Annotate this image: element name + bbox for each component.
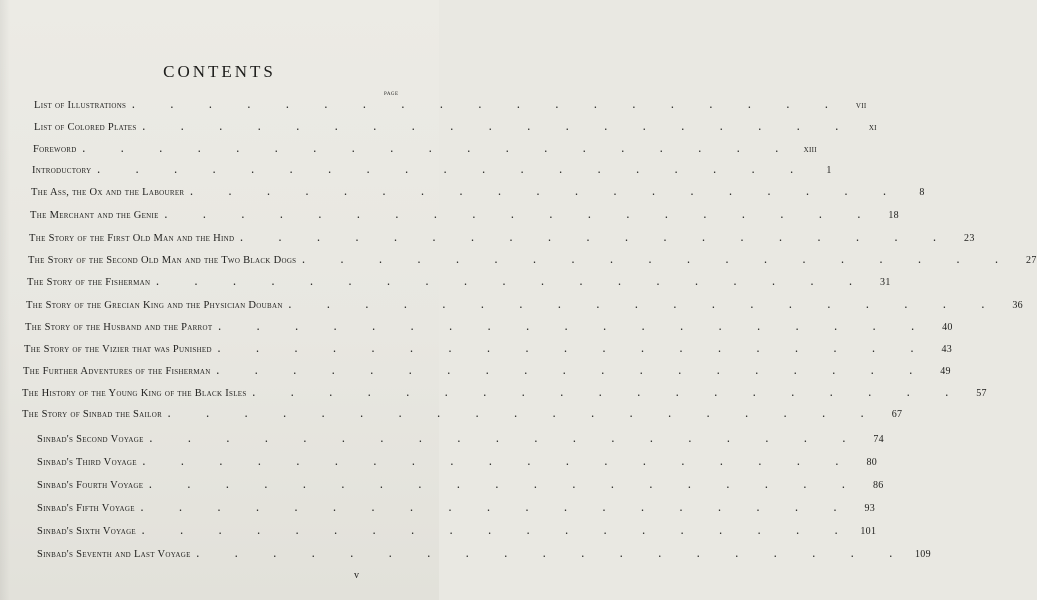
toc-entry (23, 364, 951, 378)
toc-entry-page: 67 (891, 409, 903, 420)
leader-dots: . . . . . . . . . . . . . . . . . . . (218, 322, 931, 332)
toc-entry-title: The Story of the Vizier that was Punished (24, 344, 212, 355)
toc-entry-page: 74 (873, 434, 884, 445)
toc-entry-page: 8 (919, 187, 925, 198)
contents-heading: CONTENTS (163, 62, 276, 81)
toc-entry-title: The Story of the Second Old Man and the Two Black Dogs (28, 255, 297, 266)
toc-entry (24, 342, 953, 356)
toc-entry-title: The Ass, the Ox and the Labourer (31, 187, 185, 198)
toc-entry-page: vii (855, 100, 867, 111)
toc-entry-page: 57 (976, 388, 987, 399)
toc-entry-page: 93 (864, 503, 876, 514)
leader-dots: . . . . . . . . . . . . . . . . . . . (149, 434, 862, 444)
toc-entry (34, 120, 877, 134)
leader-dots: . . . . . . . . . . . . . . . . . . . (196, 549, 909, 559)
toc-entry-page: 1 (826, 165, 832, 176)
page-column-label: PAGE (384, 92, 399, 97)
toc-entry-page: xiii (803, 144, 817, 155)
toc-entry (34, 98, 867, 112)
toc-entry-page: xi (868, 122, 877, 133)
toc-entry (32, 163, 832, 177)
toc-entry-title: The Story of the Husband and the Parrot (25, 322, 213, 333)
leader-dots: . . . . . . . . . . . . . . . . . . . (190, 187, 903, 197)
toc-entry-title: Introductory (32, 165, 92, 176)
leader-dots: . . . . . . . . . . . . . . . . . . . (288, 300, 1001, 310)
toc-entry-page: 86 (872, 480, 884, 491)
toc-entry-title: The Story of the Fisherman (27, 277, 151, 288)
toc-entry-title: List of Illustrations (34, 100, 127, 111)
toc-entry (37, 524, 877, 538)
toc-entry (30, 208, 899, 222)
toc-entry-title: The History of the Young King of the Black Isles (22, 388, 247, 399)
toc-entry-page: 23 (964, 233, 975, 244)
toc-entry-title: The Story of the First Old Man and the Hind (29, 233, 235, 244)
toc-entry-page: 31 (880, 277, 891, 288)
toc-entry-page: 36 (1012, 300, 1023, 311)
toc-entry-title: Sinbad's Sixth Voyage (37, 526, 137, 537)
toc-entry (37, 432, 884, 446)
toc-entry-title: Sinbad's Seventh and Last Voyage (37, 549, 191, 560)
toc-entry (31, 185, 925, 199)
leader-dots: . . . . . . . . . . . . . . . . . . . (82, 144, 795, 154)
toc-entry (33, 142, 817, 156)
toc-entry (37, 478, 884, 492)
leader-dots: . . . . . . . . . . . . . . . . . . . (217, 344, 931, 354)
toc-entry-title: Foreword (33, 144, 77, 155)
toc-entry (37, 501, 876, 515)
toc-entry-title: List of Colored Plates (34, 122, 137, 133)
leader-dots: . . . . . . . . . . . . . . . . . . . (132, 100, 845, 110)
leader-dots: . . . . . . . . . . . . . . . . . . . (142, 457, 856, 467)
toc-entry-title: The Further Adventures of the Fisherman (23, 366, 211, 377)
page-gutter-shadow (0, 0, 10, 600)
toc-entry-title: The Merchant and the Genie (30, 210, 159, 221)
toc-entry-title: Sinbad's Fifth Voyage (37, 503, 135, 514)
toc-entry (37, 455, 878, 469)
toc-entry-title: The Story of the Grecian King and the Physician Douban (26, 300, 283, 311)
leader-dots: . . . . . . . . . . . . . . . . . . . (252, 388, 965, 398)
toc-entry-page: 101 (860, 526, 877, 537)
toc-entry (28, 253, 1037, 267)
leader-dots: . . . . . . . . . . . . . . . . . . . (142, 122, 855, 132)
toc-entry-page: 27 (1026, 255, 1037, 266)
toc-entry-page: 80 (866, 457, 878, 468)
leader-dots: . . . . . . . . . . . . . . . . . . . (168, 409, 881, 419)
toc-entry (26, 298, 1023, 312)
leader-dots: . . . . . . . . . . . . . . . . . . . (216, 366, 929, 376)
toc-entry-title: Sinbad's Third Voyage (37, 457, 137, 468)
toc-entry (25, 320, 953, 334)
toc-entry-title: Sinbad's Second Voyage (37, 434, 144, 445)
leader-dots: . . . . . . . . . . . . . . . . . . . (142, 526, 855, 536)
toc-entry-page: 40 (942, 322, 953, 333)
toc-entry (29, 231, 975, 245)
toc-entry (22, 407, 903, 421)
toc-entry (22, 386, 987, 400)
leader-dots: . . . . . . . . . . . . . . . . . . . (149, 480, 862, 490)
leader-dots: . . . . . . . . . . . . . . . . . . . (97, 165, 810, 175)
leader-dots: . . . . . . . . . . . . . . . . . . . (140, 503, 854, 513)
toc-entry (37, 547, 931, 561)
leader-dots: . . . . . . . . . . . . . . . . . . . (164, 210, 877, 220)
toc-entry-page: 43 (941, 344, 953, 355)
leader-dots: . . . . . . . . . . . . . . . . . . . (156, 277, 869, 287)
toc-entry-title: Sinbad's Fourth Voyage (37, 480, 144, 491)
toc-entry-page: 49 (940, 366, 951, 377)
toc-entry-page: 18 (888, 210, 899, 221)
toc-entry-title: The Story of Sinbad the Sailor (22, 409, 163, 420)
page-number: v (354, 570, 359, 581)
toc-entry-page: 109 (914, 549, 931, 560)
leader-dots: . . . . . . . . . . . . . . . . . . . (302, 255, 1015, 265)
toc-entry (27, 275, 891, 289)
leader-dots: . . . . . . . . . . . . . . . . . . . (240, 233, 953, 243)
